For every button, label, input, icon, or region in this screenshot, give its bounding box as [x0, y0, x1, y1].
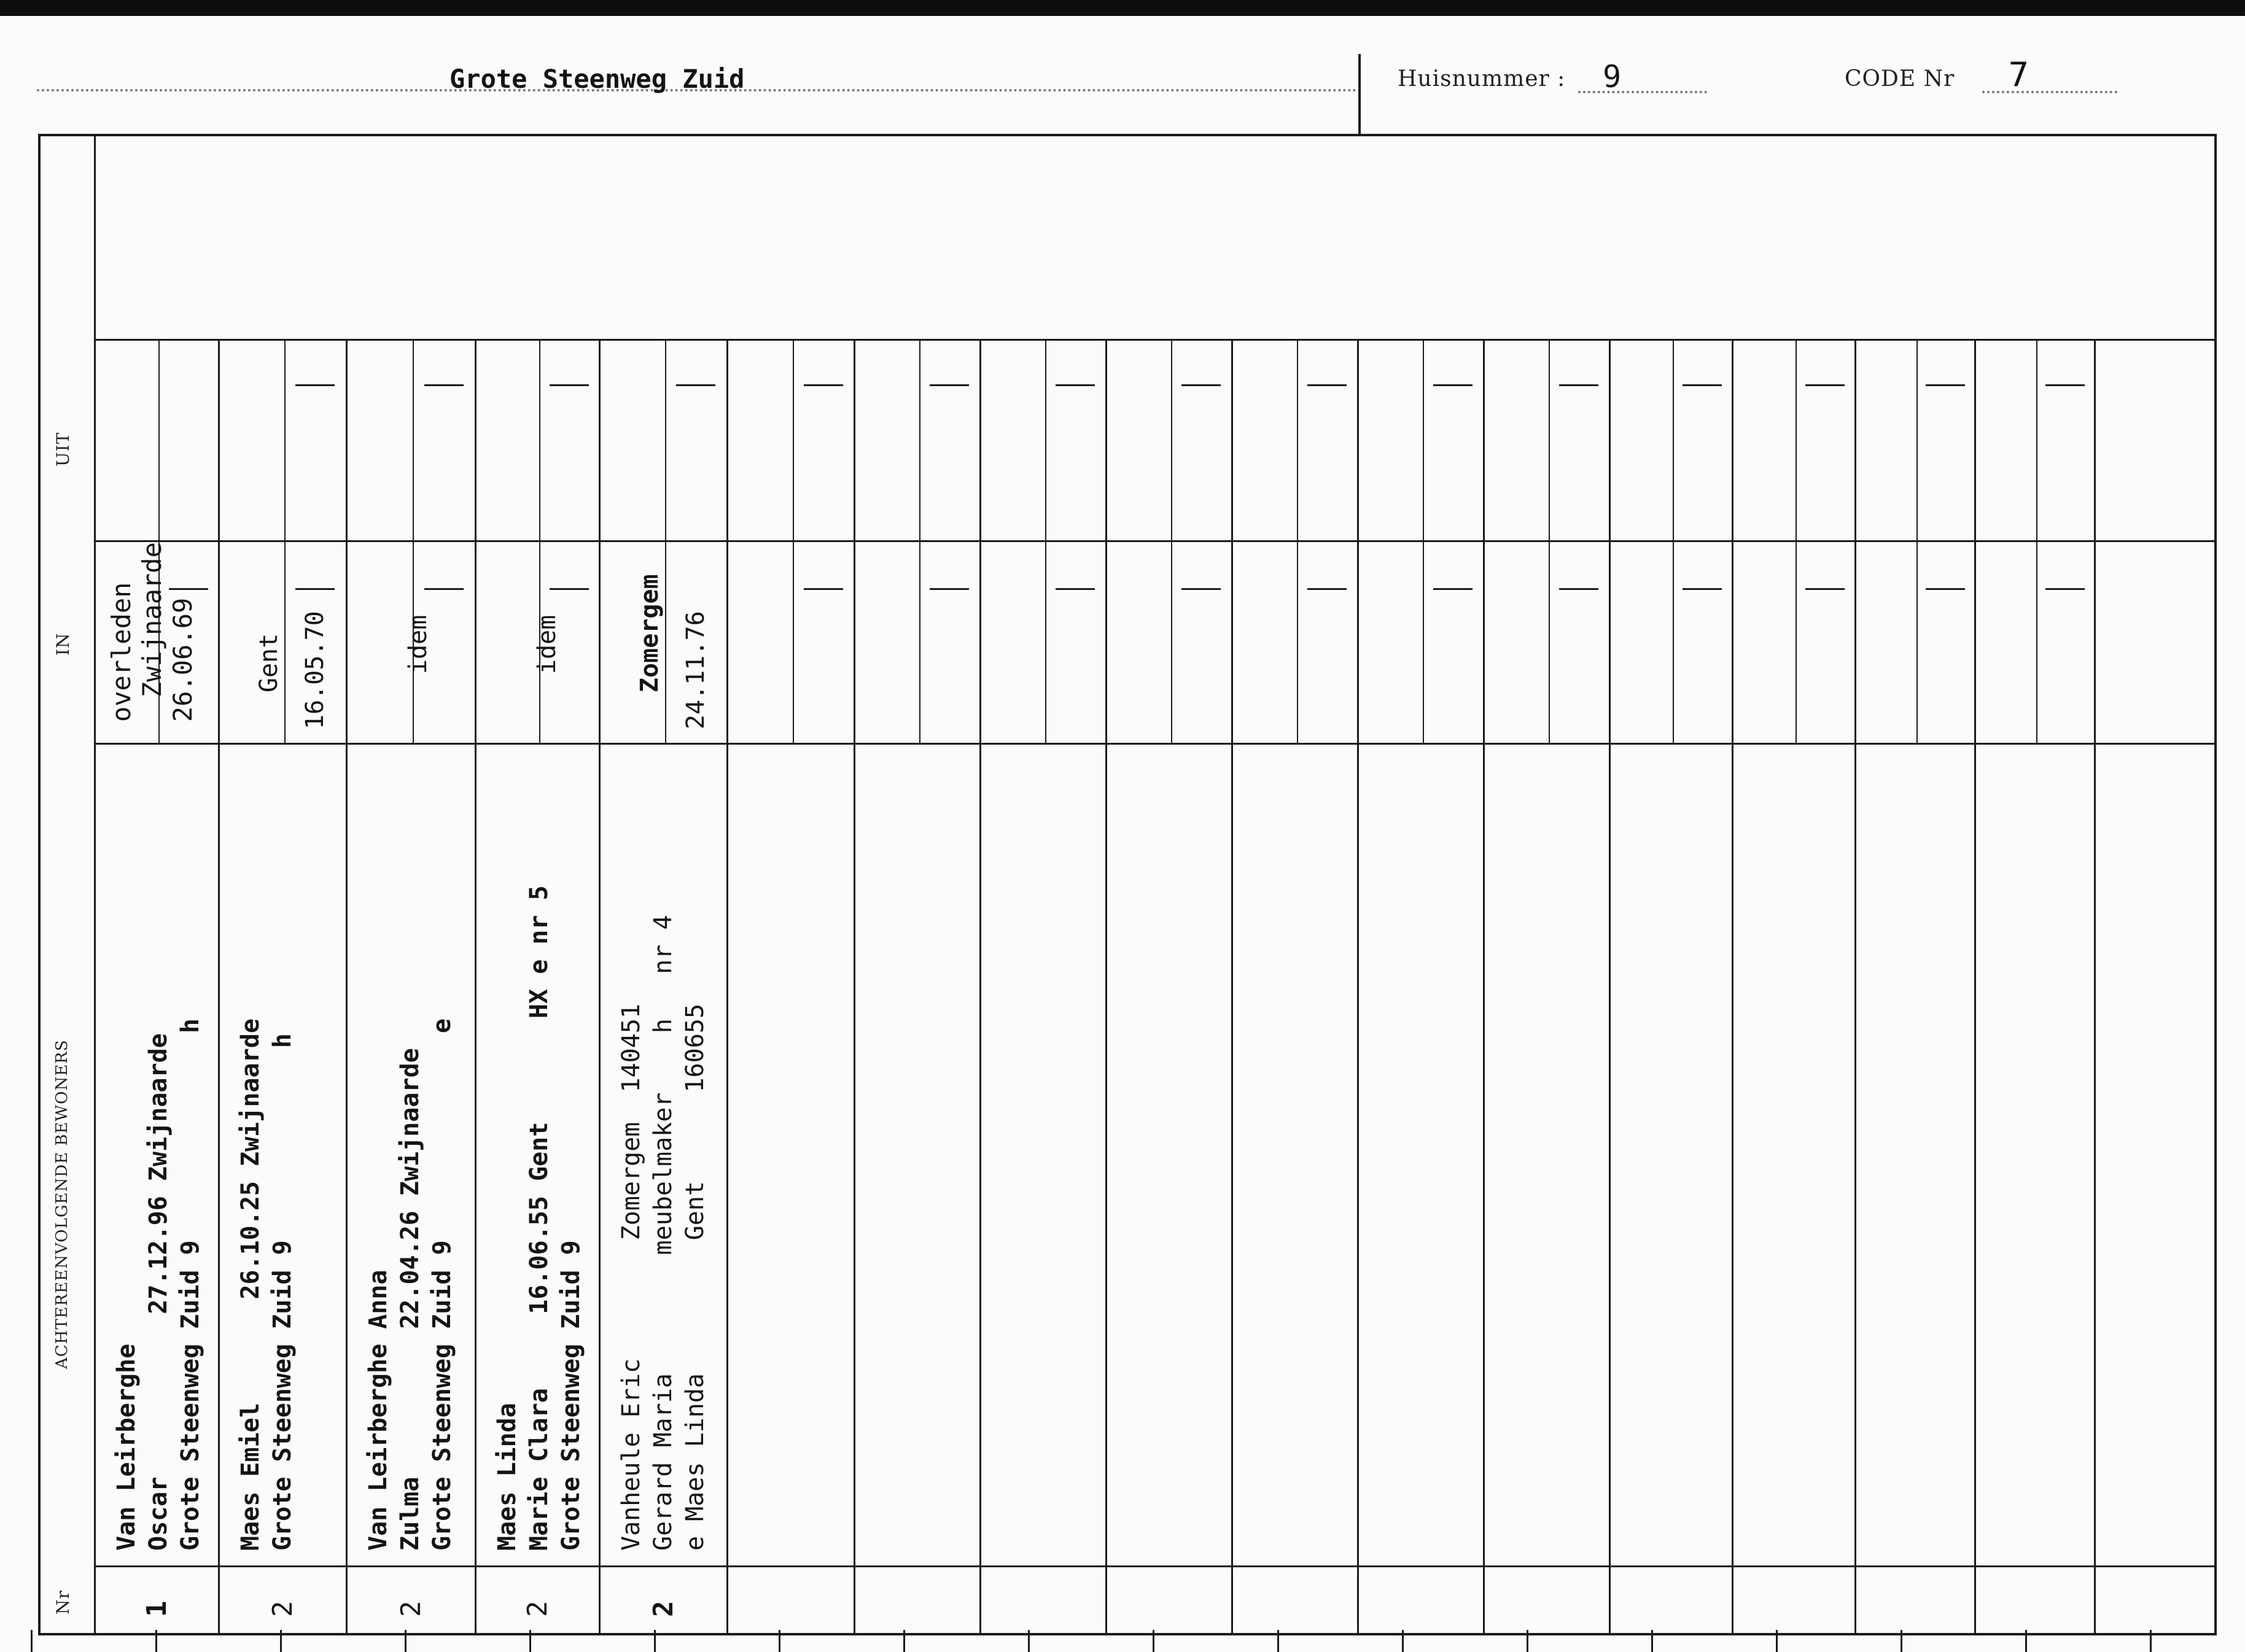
column-subdivider: [284, 339, 286, 743]
empty-dash-in: [295, 588, 335, 590]
code-label: CODE Nr: [1845, 66, 1955, 91]
label-column-divider: [94, 134, 96, 1633]
empty-dash-uit: [1683, 384, 1722, 386]
column-divider: [599, 339, 601, 1633]
uit-cell-line: Zwijnaarde: [137, 542, 167, 697]
bottom-tick: [1901, 1630, 1902, 1652]
column-divider: [1854, 339, 1856, 1633]
column-divider: [979, 339, 981, 1633]
row-label-in: IN: [53, 632, 73, 656]
nr-cell: 1: [141, 1600, 173, 1617]
top-border: [0, 0, 2245, 16]
resident-line: Van Leirberghe: [112, 1343, 141, 1551]
column-subdivider: [2036, 339, 2037, 743]
column-divider: [1483, 339, 1485, 1633]
bottom-tick: [280, 1630, 282, 1652]
empty-dash-in: [169, 588, 208, 590]
house-number-value: 9: [1603, 59, 1622, 95]
bottom-tick: [1527, 1630, 1528, 1652]
frame-bottom: [38, 1633, 2217, 1635]
column-subdivider: [1549, 339, 1550, 743]
bottom-tick: [654, 1630, 656, 1652]
empty-dash-uit: [1926, 384, 1965, 386]
column-subdivider: [1171, 339, 1172, 743]
uit-section-top: [94, 339, 2214, 341]
empty-dash-in: [1181, 588, 1221, 590]
bottom-tick: [1651, 1630, 1653, 1652]
column-subdivider: [539, 339, 540, 743]
house-number-dotted-line: [1578, 91, 1707, 93]
empty-dash-in: [1433, 588, 1473, 590]
resident-line: Grote Steenweg Zuid 9: [557, 1240, 585, 1551]
empty-dash-in: [1805, 588, 1845, 590]
empty-dash-in: [550, 588, 589, 590]
code-dotted-line: [1982, 91, 2117, 93]
column-divider: [2094, 339, 2096, 1633]
empty-dash-uit: [1805, 384, 1845, 386]
column-divider: [1105, 339, 1107, 1633]
column-divider: [1609, 339, 1611, 1633]
column-divider: [854, 339, 855, 1633]
empty-dash-uit: [1181, 384, 1221, 386]
bottom-tick: [2025, 1630, 2027, 1652]
in-cell-line: idem: [533, 615, 561, 674]
empty-dash-in: [1307, 588, 1347, 590]
bottom-tick: [529, 1630, 531, 1652]
empty-dash-in: [2045, 588, 2085, 590]
empty-dash-uit: [424, 384, 464, 386]
bottom-tick: [1153, 1630, 1154, 1652]
nr-section-top: [94, 1565, 2214, 1567]
resident-line: Van Leirberghe Anna: [364, 1270, 392, 1551]
bottom-tick: [31, 1630, 33, 1652]
column-divider: [1974, 339, 1976, 1633]
bottom-tick: [903, 1630, 905, 1652]
in-cell-line: Gent: [255, 633, 283, 692]
empty-dash-uit: [295, 384, 335, 386]
empty-dash-uit: [1433, 384, 1473, 386]
bottom-tick: [155, 1630, 157, 1652]
header-divider: [1358, 54, 1361, 134]
bottom-tick: [779, 1630, 780, 1652]
in-section-top: [94, 540, 2214, 542]
resident-line: Vanheule Eric Zomergem 140451: [617, 1003, 645, 1551]
empty-dash-in: [1683, 588, 1722, 590]
column-subdivider: [1423, 339, 1424, 743]
empty-dash-in: [1056, 588, 1095, 590]
column-subdivider: [665, 339, 666, 743]
empty-dash-uit: [1307, 384, 1347, 386]
bottom-tick: [405, 1630, 407, 1652]
column-subdivider: [1045, 339, 1046, 743]
bottom-tick: [1776, 1630, 1778, 1652]
column-divider: [1231, 339, 1233, 1633]
column-divider: [475, 339, 477, 1633]
nr-cell: 2: [267, 1600, 298, 1617]
column-divider: [726, 339, 728, 1633]
row-label-nr: Nr: [53, 1590, 73, 1615]
resident-line: Oscar 27.12.96 Zwijnaarde: [144, 1033, 173, 1551]
empty-dash-uit: [1559, 384, 1598, 386]
uit-cell-line: 26.06.69: [168, 597, 198, 722]
in-cell-line: 16.05.70: [301, 611, 329, 729]
resident-line: Grote Steenweg Zuid 9 h: [176, 1018, 204, 1551]
code-value: 7: [2008, 55, 2029, 94]
empty-dash-uit: [2045, 384, 2085, 386]
resident-line: Maes Linda: [493, 1403, 521, 1551]
column-subdivider: [413, 339, 414, 743]
nr-cell: 2: [522, 1600, 553, 1617]
empty-dash-in: [1926, 588, 1965, 590]
empty-dash-uit: [804, 384, 843, 386]
column-subdivider: [919, 339, 920, 743]
empty-dash-in: [424, 588, 464, 590]
resident-line: e Maes Linda Gent 160655: [681, 1003, 709, 1551]
in-cell-line: Zomergem: [636, 574, 664, 692]
row-label-uit: UIT: [53, 432, 73, 467]
in-cell-line: idem: [404, 615, 432, 674]
frame-top: [38, 134, 2214, 136]
resident-line: Maes Emiel 26.10.25 Zwijnaarde: [236, 1018, 265, 1551]
resident-line: Gerard Maria meubelmaker h nr 4: [649, 915, 677, 1551]
bewoners-section-top: [94, 743, 2214, 745]
empty-dash-uit: [930, 384, 969, 386]
empty-dash-in: [1559, 588, 1598, 590]
column-divider: [1357, 339, 1359, 1633]
column-divider: [346, 339, 348, 1633]
column-subdivider: [1916, 339, 1918, 743]
column-subdivider: [793, 339, 794, 743]
frame-right: [2214, 134, 2217, 1633]
house-number-label: Huisnummer :: [1398, 66, 1566, 91]
nr-cell: 2: [648, 1600, 679, 1617]
empty-dash-uit: [550, 384, 589, 386]
bottom-tick: [1277, 1630, 1279, 1652]
resident-line: Grote Steenweg Zuid 9 h: [268, 1033, 297, 1551]
empty-dash-uit: [1056, 384, 1095, 386]
column-divider: [1732, 339, 1733, 1633]
resident-line: Grote Steenweg Zuid 9 e: [428, 1018, 456, 1551]
nr-cell: 2: [395, 1600, 427, 1617]
uit-cell-line: overleden: [106, 582, 136, 722]
empty-dash-in: [804, 588, 843, 590]
column-subdivider: [1297, 339, 1298, 743]
bottom-tick: [1402, 1630, 1404, 1652]
empty-dash-in: [930, 588, 969, 590]
column-subdivider: [1796, 339, 1797, 743]
column-divider: [218, 339, 220, 1633]
resident-line: Zulma 22.04.26 Zwijnaarde: [396, 1048, 424, 1551]
empty-dash-uit: [676, 384, 715, 386]
bottom-tick: [1028, 1630, 1030, 1652]
column-subdivider: [1673, 339, 1674, 743]
resident-line: Marie Clara 16.06.55 Gent HX e nr 5: [525, 885, 553, 1551]
in-cell-line: 24.11.76: [682, 611, 710, 729]
row-label-bewoners: ACHTEREENVOLGENDE BEWONERS: [53, 1039, 71, 1369]
street-name: Grote Steenweg Zuid: [449, 64, 745, 94]
frame-left: [38, 134, 41, 1633]
bottom-tick: [2150, 1630, 2152, 1652]
